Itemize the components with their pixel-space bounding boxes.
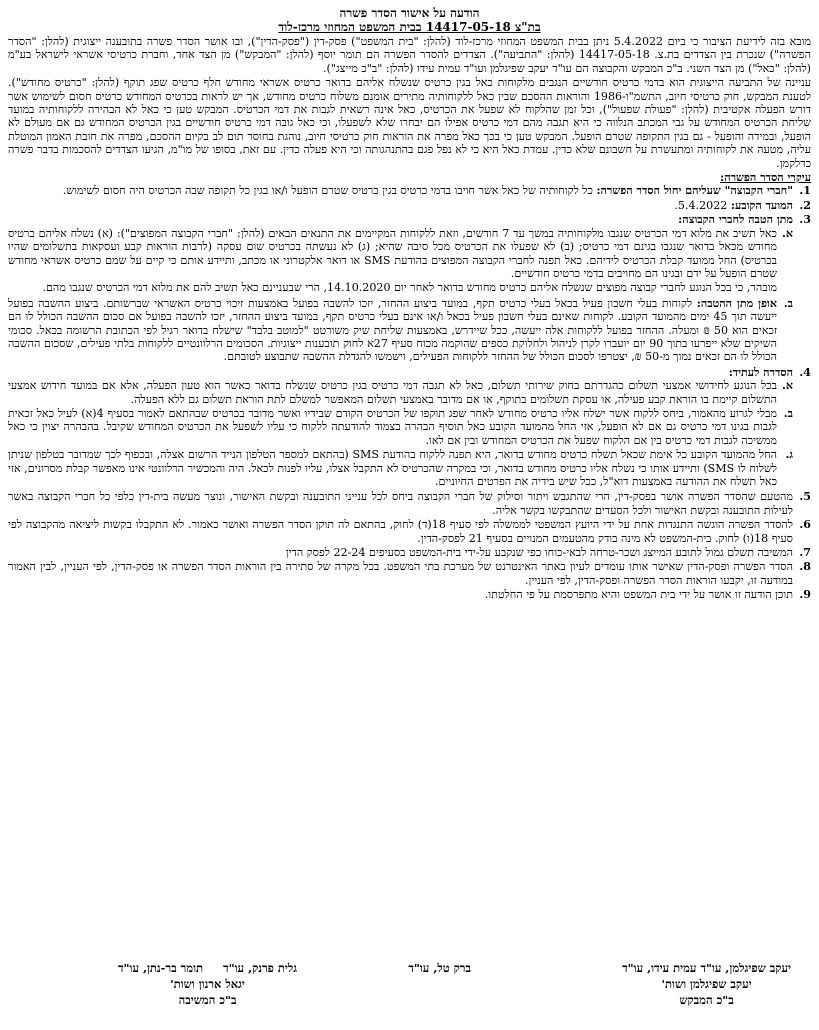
subclause-4c bbox=[8, 448, 793, 488]
subclause-letter: ב. bbox=[783, 406, 793, 420]
clause-8 bbox=[8, 560, 811, 587]
clause-number: 3. bbox=[799, 213, 811, 227]
clause-number: 9. bbox=[799, 588, 811, 602]
intro-paragraph: מובא בזה לידיעת הציבור כי ביום 5.4.2022 ניתן בבית המשפט המחוזי מרכז-לוד (להלן: "בית המשפט") פסק-דין ("פסק-הדין"), ובו אושר הסדר פשרה בתובענה ייצוגית (להלן: "הסדר הפשרה") שנכרת בין הצדדים בת.צ. 14417-05-18 (להלן: "התביעה"). הצדדים להסדר הפשרה הם תומר יוסף (להלן: "המבקש") מן הצד אחד, וחברת כרטיסי אשראי לישראל בע"מ (להלן: "כאל") מן הצד השני. ב"כ המבקש והקבוצה הם עו"ד יעקב שפיגלמן ועו"ד עמית עידו (להלן: "ב"כ מייצג"). bbox=[8, 35, 811, 75]
clause-text: תוכן הודעה זו אושר על ידי בית המשפט והיא מתפרסמת על פי החלטתו. bbox=[484, 588, 793, 602]
legal-notice bbox=[8, 6, 811, 1018]
signer-role: ב"כ המשיבה bbox=[178, 993, 237, 1007]
subclause-letter: ב. bbox=[783, 296, 793, 310]
subclause-letter: א. bbox=[782, 379, 793, 393]
clause-3 bbox=[8, 213, 811, 364]
clause-6 bbox=[8, 518, 811, 545]
clause-number: 1. bbox=[799, 184, 811, 198]
subclause-text: כאל תשיב את מלוא דמי הכרטיס שנגבו מלקוחותיה במשך עד 7 חודשים, וזאת ללקוחות המקיימים את התנאים הבאים (להלן: "חברי הקבוצה המפוצים"): (א) נשלח אליהם כרטיס מחודש מכאל בדואר שנגבו בגינם דמי כרטיס; (ב) לא שפעלו את הכרטיס מכל סיבה שהיא; (ג) לא נעשתה בכרטיס שום עסקה (לרבות הוראות קבע ועסקאות בתשלומים שהיו בכרטיס) החל ממועד קבלת הכרטיס לידיהם. כאל תפנה לחברי הקבוצה המפוצים בהודעת SMS או דואר אלקטרוני או מכתב, ותיידע אותם כי קיים על שמם כרטיס אשראי מחודש שטרם הופעל על ידם ובגינו הם מחויבים בדמי כרטיס חודשיים. bbox=[8, 226, 777, 280]
subclause-text: מובהר, כי בכל הנוגע לחברי קבוצה מפוצים שנשלח אליהם כרטיס מחודש בדואר לאחר יום 14.10.2020, הרי שבעניינם כאל תשיב להם את מלוא דמי הכרטיס שנגבו מהם. bbox=[42, 281, 777, 295]
clause-number: 5. bbox=[799, 490, 811, 504]
clause-4 bbox=[8, 366, 811, 490]
clause-label: "חברי הקבוצה" שעליהם יחול הסדר הפשרה: bbox=[596, 184, 793, 198]
clause-text: להסדר הפשרה הוגשה התנגדות אחת על ידי היועץ המשפטי לממשלה לפי סעיף 18(ד) לחוק, בהתאם לה תוקן הסדר הפשרה ואושר כאמור. לא התקבלו בקשות ליציאה מהקבוצה לפי סעיף 18(ו) לחוק. בית-המשפט לא מינה בודק מהטעמים המנויים בסעיף 21 לפסק-הדין. bbox=[8, 518, 793, 545]
subclause-text: בכל הנוגע לחידושי אמצעי תשלום כהגדרתם בחוק שירותי תשלום, כאל לא תגבה דמי כרטיס בגין כרטיס שנשלח בדואר כאשר הוא טעון הפעלה, אלא אם במועד חידוש אמצעי התשלום קיימת בו הוראת קבע פעילה, או עסקת תשלומים בתוקף, או אם מדובר באמצעי תשלום המאפשר למשלם לתת הוראת תשלום גם ללא הפעלה. bbox=[8, 379, 777, 406]
clause-text: כל לקוחותיה של כאל אשר חויבו בדמי כרטיס בגין כרטיס שטרם הופעל ו/או בגין כל תקופה שבה הכרטיס היה חסום לשימוש. bbox=[62, 184, 593, 198]
clause-number: 4. bbox=[799, 365, 811, 379]
clause-text: הסדר הפשרה ופסק-הדין שאישר אותו עומדים לעיון באתר האינטרנט של מערכת בתי המשפט. בכל מקרה של סתירה בין הוראות הסדר הפשרה או פסק-הדין, לפי העניין, לבין האמור במודעה זו, יקבעו הוראות הסדר הפשרה ופסק-הדין, לפי העניין. bbox=[8, 560, 793, 587]
case-number: בת"צ 14417-05-18 בבית המשפט המחוזי מרכז-לוד bbox=[278, 20, 541, 34]
subclause-4b bbox=[8, 407, 793, 447]
clause-number: 8. bbox=[799, 560, 811, 574]
clause-9 bbox=[8, 588, 811, 601]
subclause-3b bbox=[8, 297, 793, 364]
subclause-letter: ג. bbox=[785, 448, 793, 462]
defendant-signer-1 bbox=[408, 960, 471, 976]
section-heading: עיקרי הסדר הפשרה: bbox=[720, 171, 811, 185]
clause-label: מתן הטבה לחברי הקבוצה: bbox=[678, 213, 793, 227]
clause-text: המשיבה תשלם גמול לתובע המייצג ושכר-טרחה לבאי-כוחו כפי שנקבע על-ידי בית-המשפט בסעיפים 22-24 לפסק הדין bbox=[285, 546, 793, 560]
signer-name: גלית פרנק, עו"ד bbox=[223, 961, 298, 975]
signer-role: ב"כ המבקש bbox=[679, 993, 734, 1007]
clause-1 bbox=[8, 184, 811, 197]
subclause-4a bbox=[8, 379, 793, 406]
claim-paragraph: עניינה של התביעה הייצוגית הוא בדמי כרטיס חודשיים הנגבים מלקוחות כאל בגין כרטיס שנשלח אליהם בדואר כרטיס אשראי מחודש חלף כרטיס שפג תוקף (להלן: "כרטיס מחודש"). לטענת המבקש, חוק כרטיסי חיוב, התשמ"ו-1986 והוראות ההסכם שבין כאל ללקוחותיה מתירים אומנם משלוח כרטיס מחודש, אך יש לראות בכרטיס המחודש כרטיס חסום לשימוש אשר דורש הפעלה אקטיבית (להלן: "פעולת שפעול"), וכל זמן שהלקוח לא שפעל את הכרטיס, כאל אינה רשאית לגבות את דמי הכרטיס. המבקש טען כי כאל לא הבהירה ללקוחותיה במועד שליחת הכרטיס המחודש על גבי המכתב הנלווה כי היא תגבה מהם דמי כרטיס אפילו הם יבחרו שלא לשפעלו, וכי כאל גובה דמי כרטיס חודשיים בגין הכרטיס המחודש גם אם מעולם לא הופעל, ובמידה והופעל - גם בגין התקופה שטרם הופעל. המבקש טען כי בכך כאל מפרה את הוראות חוק כרטיסי חיוב, נוהגת בחוסר תום לב בקיום ההסכם, מפרה את חובת האמון המוטלת עליה, מטעה את לקוחותיה ומתעשרת על חשבונם שלא כדין. עמדת כאל היא כי לא נפל פגם בהתנהגותה וכי היא פעלה כדין. עם זאת, בסופו של מו"מ, הגיעו הצדדים להסכמות בדבר פשרה כדלקמן. bbox=[8, 76, 811, 170]
subclause-text: החל מהמועד הקובע כל אימת שכאל תשלח כרטיס מחודש בדואר, היא תפנה ללקוח בהודעת SMS (בהתאם למספר הטלפון הנייד הרשום אצלה, ובכפוף לכך שמדובר בטלפון שניתן לשלוח לו SMS) ותיידע אותו כי נשלח אליו כרטיס מחודש בדואר, וכי במקרה שהכרטיס לא התקבל אצלו, עליו לפנות לכאל. היה והמכשיר הרלוונטי אינו מאפשר קבלת מסרונים, אזי כאל תשלח את ההודעה באמצעות דוא"ל, ככל שיש בידיה את הפרטים החיוניים. bbox=[8, 448, 777, 488]
clause-text: 5.4.2022. bbox=[674, 198, 728, 212]
defendant-signature bbox=[118, 960, 297, 1008]
clause-7 bbox=[8, 546, 811, 559]
notice-title: הודעה על אישור הסדר פשרה bbox=[339, 6, 480, 20]
clause-label: המועד הקובע: bbox=[730, 198, 793, 212]
subclause-3a bbox=[8, 227, 793, 296]
signer-firm: יגאל ארנון ושות' bbox=[170, 977, 245, 991]
clause-text: מהטעם שהסדר הפשרה אושר בפסק-דין, הרי שהתגבש ויתור וסילוק של חברי הקבוצה ביחס לכל ענייני התובענה ובקשת האישור, ונוצר מעשה בית-דין כלפי כל חברי הקבוצה באשר לעילות התובענה ובקשת האישור ולכל הסעדים שהתבקשו בקשר אליה. bbox=[8, 490, 793, 517]
plaintiff-signature bbox=[622, 960, 791, 1008]
subclause-label: אופן מתן ההטבה: bbox=[696, 296, 777, 310]
clause-number: 7. bbox=[799, 546, 811, 560]
clause-5 bbox=[8, 490, 811, 517]
signatures bbox=[8, 954, 811, 1018]
signer-name: ברק טל, עו"ד bbox=[408, 961, 471, 975]
clause-number: 2. bbox=[799, 198, 811, 212]
signer-name: תומר בר-נתן, עו"ד bbox=[118, 961, 204, 975]
clause-2 bbox=[8, 199, 811, 212]
signer-firm: יעקב שפיגלמן ושות' bbox=[661, 977, 752, 991]
clause-label: הסדרה לעתיד: bbox=[728, 365, 793, 379]
subclause-letter: א. bbox=[782, 226, 793, 240]
subclause-text: מבלי לגרוע מהאמור, ביחס ללקוח אשר ישלח אליו כרטיס מחודש לאחר שפג תוקפו של הכרטיס הקודם שבידיו ואשר מדובר בכרטיס שבהתאם לאמור בסעיף 4(א) לעיל כאל זכאית לגבות בגינו דמי כרטיס גם אם לא הופעל, אזי החל מהמועד הקובע כאל תוסיף הבהרה בצמוד להודעתה ללקוח כי עליו לשפעל את הכרטיס המחודש שקיבל. בהבהרה יצוין כי כאל ממשיכה לגבות דמי כרטיס בין אם הלקוח שפעל את הכרטיס המחודש ובין אם לאו. bbox=[8, 406, 778, 447]
signer-names: יעקב שפיגלמן, עו"ד עמית עידו, עו"ד bbox=[622, 961, 791, 975]
clause-number: 6. bbox=[799, 518, 811, 532]
subclause-text: לקוחות בעלי חשבון פעיל בכאל בעלי כרטיס תקף, במועד ביצוע ההחזר, יזכו להשבה בפועל באמצעות זיכוי כרטיס האשראי שברשותם. ביצוע ההשבה בפועל ייעשה תוך 45 ימים מהמועד הקובע. לקוחות שאינם בעלי חשבון פעיל בכאל ו/או אינם בעלי כרטיס תקף, במועד ביצוע ההחזר, יזכו להשבה בפועל אם סכום ההשבה הכולל לו הם זכאים הוא 50 ₪ ומעלה. ההחזר בפועל ללקוחות אלה ייעשה, ככל שיידרש, באמצעות שליחת שיק משורטט "למוטב בלבד" שישלח בדואר רגיל לפי הכתובת הרשומה בכאל. סכומי השיקים שלא ייפרעו בתוך 90 יום יועברו לקרן לניהול ולחלוקת כספים שהוקמה מכוח סעיף 27א לחוק תובענות ייצוגיות. הסכומים הרלוונטיים ללקוחות בלתי פעילים, שסכום ההשבה הכולל לו הם זכאים נמוך מ-50 ₪, יצטרפו לסכום הכולל של ההחזר ללקוחות הפעילים, וישמשו להגדלת ההשבה שתבוצע לטובתם. bbox=[8, 296, 777, 364]
